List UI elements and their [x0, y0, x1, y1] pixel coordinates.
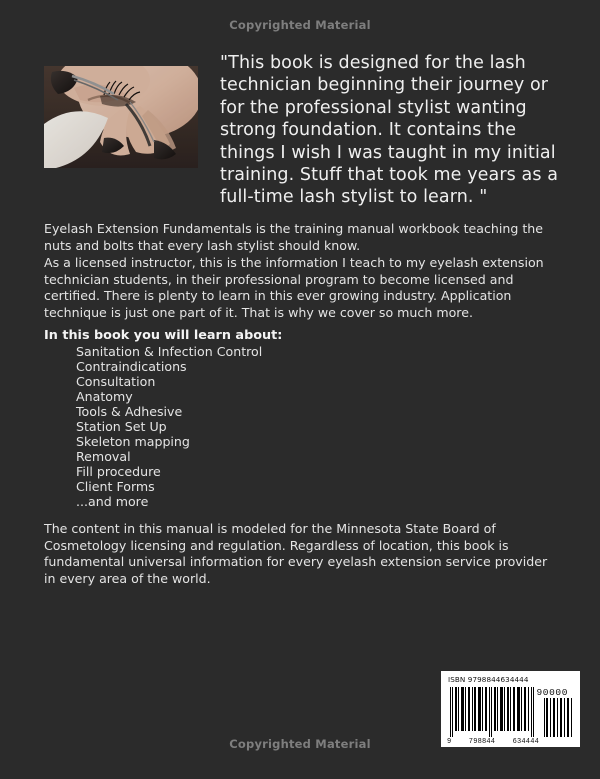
ean13-digit-group-left: 9	[447, 738, 452, 746]
list-item: Anatomy	[76, 388, 133, 404]
list-item: Sanitation & Infection Control	[76, 344, 263, 359]
lash-technician-photo	[44, 66, 198, 168]
learn-about-list	[76, 344, 560, 509]
list-item: Fill procedure	[76, 463, 161, 479]
copyrighted-material-bottom: Copyrighted Material	[229, 737, 371, 751]
ean13-digit-group-mid: 798844	[468, 738, 496, 746]
ean5-addon-bars	[543, 698, 573, 737]
list-item: Client Forms	[76, 478, 155, 494]
lash-photo-illustration	[44, 66, 198, 168]
list-item: Consultation	[76, 373, 156, 389]
hero-section	[44, 52, 568, 208]
price-code-label: 90000	[536, 687, 568, 698]
intro-paragraph: Eyelash Extension Fundamentals is the training manual workbook teaching the nuts and bolts that every lash stylist should know.	[44, 221, 544, 253]
list-item: ...and more	[76, 493, 149, 509]
ean13-bars	[449, 687, 535, 737]
copyrighted-material-top: Copyrighted Material	[229, 18, 371, 32]
regulation-paragraph: The content in this manual is modeled for the Minnesota State Board of Cosmetology licensing and regulation. Regardless of location, this book is fundamental universal information for every eyelash extension service provider in every area of the world.	[44, 521, 548, 586]
ean13-digit-group-right: 634444	[512, 738, 539, 746]
learn-about-heading: In this book you will learn about:	[44, 328, 283, 343]
isbn-barcode	[441, 671, 580, 747]
instructor-paragraph: As a licensed instructor, this is the information I teach to my eyelash extension technician students, in their professional program to become licensed and certified. There is plenty to learn in this ever growing industry. Application technique is just one part of it. That is why we cover so much more.	[44, 255, 544, 320]
isbn-label: ISBN 9798844634444	[448, 675, 529, 684]
list-item: Skeleton mapping	[76, 433, 190, 449]
author-quote: "This book is designed for the lash technician beginning their journey or for the professional stylist wanting strong foundation. It contains the things I wish I was taught in my initial training. Stuff that took me years as a full-time lash stylist to learn. "	[220, 53, 559, 208]
list-item: Tools & Adhesive	[76, 403, 183, 419]
list-item: Removal	[76, 448, 131, 464]
list-item: Station Set Up	[76, 418, 167, 434]
list-item: Contraindications	[76, 358, 187, 374]
